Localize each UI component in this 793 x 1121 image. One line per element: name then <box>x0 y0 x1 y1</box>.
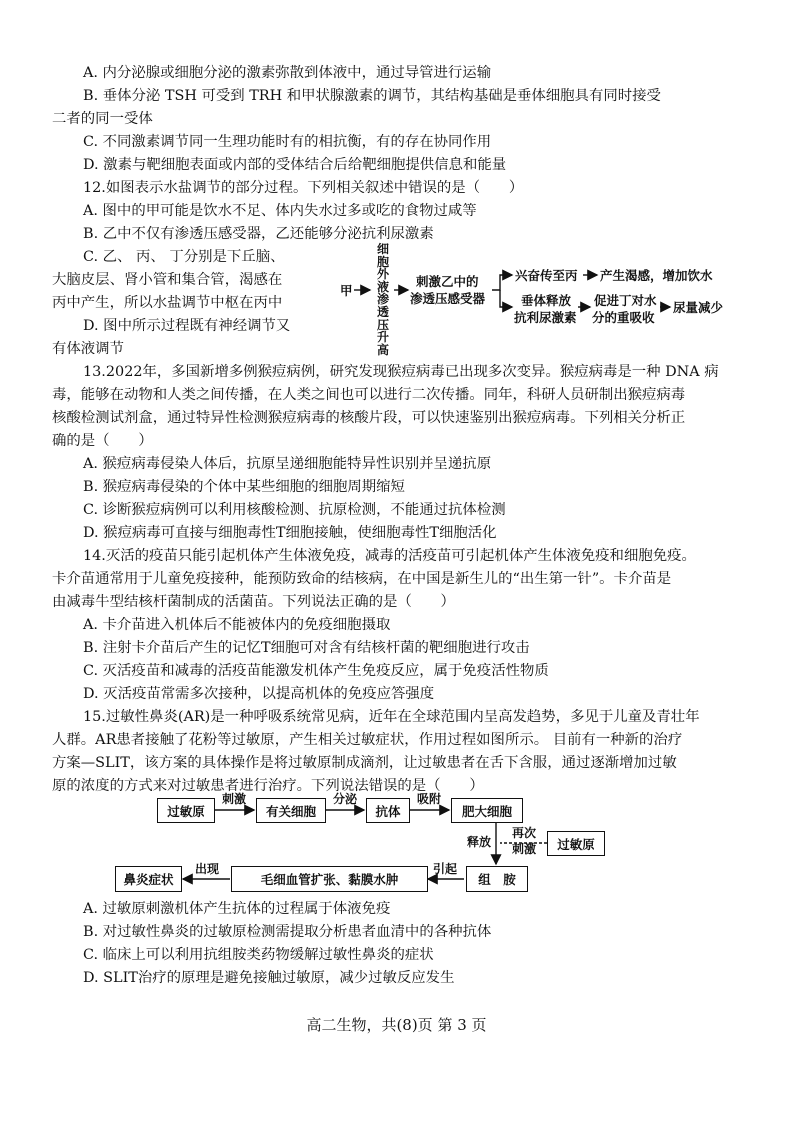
flow-histamine-box <box>466 866 528 892</box>
q15-stem-1: 15.过敏性鼻炎(AR)是一种呼吸系统常见病，近年在全球范围内呈高发趋势，多见于儿童及青壮年 <box>83 709 700 725</box>
flow-allergen2-box <box>547 831 605 856</box>
flow-label-release: 释放 <box>467 835 492 849</box>
q12-option-b: B. 乙中不仅有渗透压感受器，乙还能够分泌抗利尿激素 <box>83 226 434 242</box>
q13-stem-2: 毒，能够在动物和人类之间传播，在人类之间也可以进行二次传播。同年，科研人员研制出猴痘病毒 <box>52 387 686 403</box>
q15-stem-4: 原的浓度的方式来对过敏患者进行治疗。下列说法错误的是（ ） <box>52 778 484 794</box>
flow-cells-text: 有关细胞 <box>265 803 316 819</box>
flow-histamine-text: 组 胺 <box>478 872 516 887</box>
page-footer: 高二生物，共(8)页 第 3 页 <box>306 1016 487 1034</box>
q12-option-d-line2: 有体液调节 <box>52 341 124 357</box>
q13-stem-4: 确的是（ ） <box>52 433 153 449</box>
flow-mast-text: 肥大细胞 <box>461 803 512 819</box>
q13-stem-1: 13.2022年，多国新增多例猴痘病例，研究发现猴痘病毒已出现多次变异。猴痘病毒是一种 DNA 病 <box>83 364 719 380</box>
flow-allergen-text: 过敏原 <box>167 803 205 819</box>
q14-option-d: D. 灭活疫苗常需多次接种，以提高机体的免疫应答强度 <box>83 686 435 702</box>
q12-option-a: A. 图中的甲可能是饮水不足、体内失水过多或吃的食物过咸等 <box>83 203 477 219</box>
flow-label-stim: 刺激 <box>222 792 247 806</box>
q11-option-b-cont: 二者的同一受体 <box>52 111 153 127</box>
q12-option-c-line2: 大脑皮层、肾小管和集合管，渴感在 <box>52 272 283 288</box>
q13-option-d: D. 猴痘病毒可直接与细胞毒性T细胞接触，使细胞毒性T细胞活化 <box>83 525 497 541</box>
q13-option-c: C. 诊断猴痘病例可以利用核酸检测、抗原检测，不能通过抗体检测 <box>83 502 506 518</box>
diagram-bot-1b: 抗利尿激素 <box>514 310 577 325</box>
q14-option-c: C. 灭活疫苗和减毒的活疫苗能激发机体产生免疫反应，属于免疫活性物质 <box>83 663 549 679</box>
flow-antibody-box <box>366 798 410 823</box>
q12-option-c-line3: 丙中产生，所以水盐调节中枢在丙中 <box>52 295 283 311</box>
q15-option-b: B. 对过敏性鼻炎的过敏原检测需提取分析患者血清中的各种抗体 <box>83 924 492 940</box>
diagram-jia: 甲 <box>340 283 353 298</box>
q14-option-b: B. 注射卡介苗后产生的记忆T细胞可对含有结核杆菌的靶细胞进行攻击 <box>83 640 530 656</box>
diagram-bot-1a: 垂体释放 <box>521 293 572 308</box>
q13-option-a: A. 猴痘病毒侵染人体后，抗原呈递细胞能特异性识别并呈递抗原 <box>83 456 492 472</box>
flow-symptom-box <box>115 866 182 892</box>
q12-option-c-line1: C. 乙、 丙、 丁分别是下丘脑、 <box>83 249 285 265</box>
diagram-mid-line2: 渗透压感受器 <box>410 291 486 306</box>
q11-option-b: B. 垂体分泌 TSH 可受到 TRH 和甲状腺激素的调节，其结构基础是垂体细胞具有同时接受 <box>83 88 661 104</box>
q13-stem-3: 核酸检测试剂盒，通过特异性检测猴痘病毒的核酸片段，可以快速鉴别出猴痘病毒。下列相关分析正 <box>52 410 686 426</box>
diagram-mid-line1: 刺激乙中的 <box>416 274 479 289</box>
flow-cells-box <box>256 798 326 823</box>
q13-option-b: B. 猴痘病毒侵染的个体中某些细胞的细胞周期缩短 <box>83 479 405 495</box>
q15-stem-3: 方案—SLIT，该方案的具体操作是将过敏原制成滴剂，让过敏患者在舌下含服，通过逐渐增加过敏 <box>52 755 677 771</box>
diagram-bot-3: 尿量减少 <box>673 300 724 315</box>
diagram-top-1: 兴奋传至丙 <box>515 268 578 283</box>
q12-option-d-line1: D. 图中所示过程既有神经调节又 <box>83 318 291 334</box>
flow-label-adsorb: 吸附 <box>417 792 442 806</box>
diagram-bot-2b: 分的重吸收 <box>592 310 655 325</box>
diagram-top-2: 产生渴感，增加饮水 <box>600 268 713 283</box>
flow-symptom-text: 鼻炎症状 <box>123 872 174 887</box>
q11-option-a: A. 内分泌腺或细胞分泌的激素弥散到体液中，通过导管进行运输 <box>83 65 492 81</box>
q15-option-a: A. 过敏原刺激机体产生抗体的过程属于体液免疫 <box>83 901 391 917</box>
flow-label-cause: 引起 <box>433 862 458 876</box>
diagram-vertical-label: 细 胞 外 液 渗 透 压 升 高 <box>376 242 389 357</box>
diagram-bot-2a: 促进丁对水 <box>594 293 657 308</box>
q15-stem-2: 人群。AR患者接触了花粉等过敏原，产生相关过敏症状，作用过程如图所示。 目前有一种新的治疗 <box>52 732 683 748</box>
q14-stem-2: 卡介苗通常用于儿童免疫接种，能预防致命的结核病，在中国是新生儿的“出生第一针”。卡介苗是 <box>52 571 672 587</box>
flow-label-again1: 再次 <box>512 826 537 840</box>
flow-antibody-text: 抗体 <box>375 803 401 819</box>
q14-stem-1: 14.灭活的疫苗只能引起机体产生体液免疫，减毒的活疫苗可引起机体产生体液免疫和细胞免疫。 <box>83 548 696 564</box>
q11-option-d: D. 激素与靶细胞表面或内部的受体结合后给靶细胞提供信息和能量 <box>83 157 507 173</box>
q15-option-c: C. 临床上可以利用抗组胺类药物缓解过敏性鼻炎的症状 <box>83 947 434 963</box>
flow-vessels-text: 毛细血管扩张、黏膜水肿 <box>260 872 399 887</box>
flow-mast-box <box>451 798 523 823</box>
q14-stem-3: 由减毒牛型结核杆菌制成的活菌苗。下列说法正确的是（ ） <box>52 594 455 610</box>
q11-option-c: C. 不同激素调节同一生理功能时有的相抗衡，有的存在协同作用 <box>83 134 492 150</box>
q14-option-a: A. 卡介苗进入机体后不能被体内的免疫细胞摄取 <box>83 617 391 633</box>
flow-vessels-box <box>231 866 428 892</box>
flow-label-again2: 刺激 <box>512 842 537 856</box>
q15-option-d: D. SLIT治疗的原理是避免接触过敏原，减少过敏反应发生 <box>83 970 455 986</box>
q12-stem: 12.如图表示水盐调节的部分过程。下列相关叙述中错误的是（ ） <box>83 180 524 196</box>
flow-allergen2-text: 过敏原 <box>557 836 595 852</box>
flow-allergen-box <box>157 798 215 823</box>
flow-label-secrete: 分泌 <box>333 792 358 806</box>
flow-label-appear: 出现 <box>195 862 220 876</box>
